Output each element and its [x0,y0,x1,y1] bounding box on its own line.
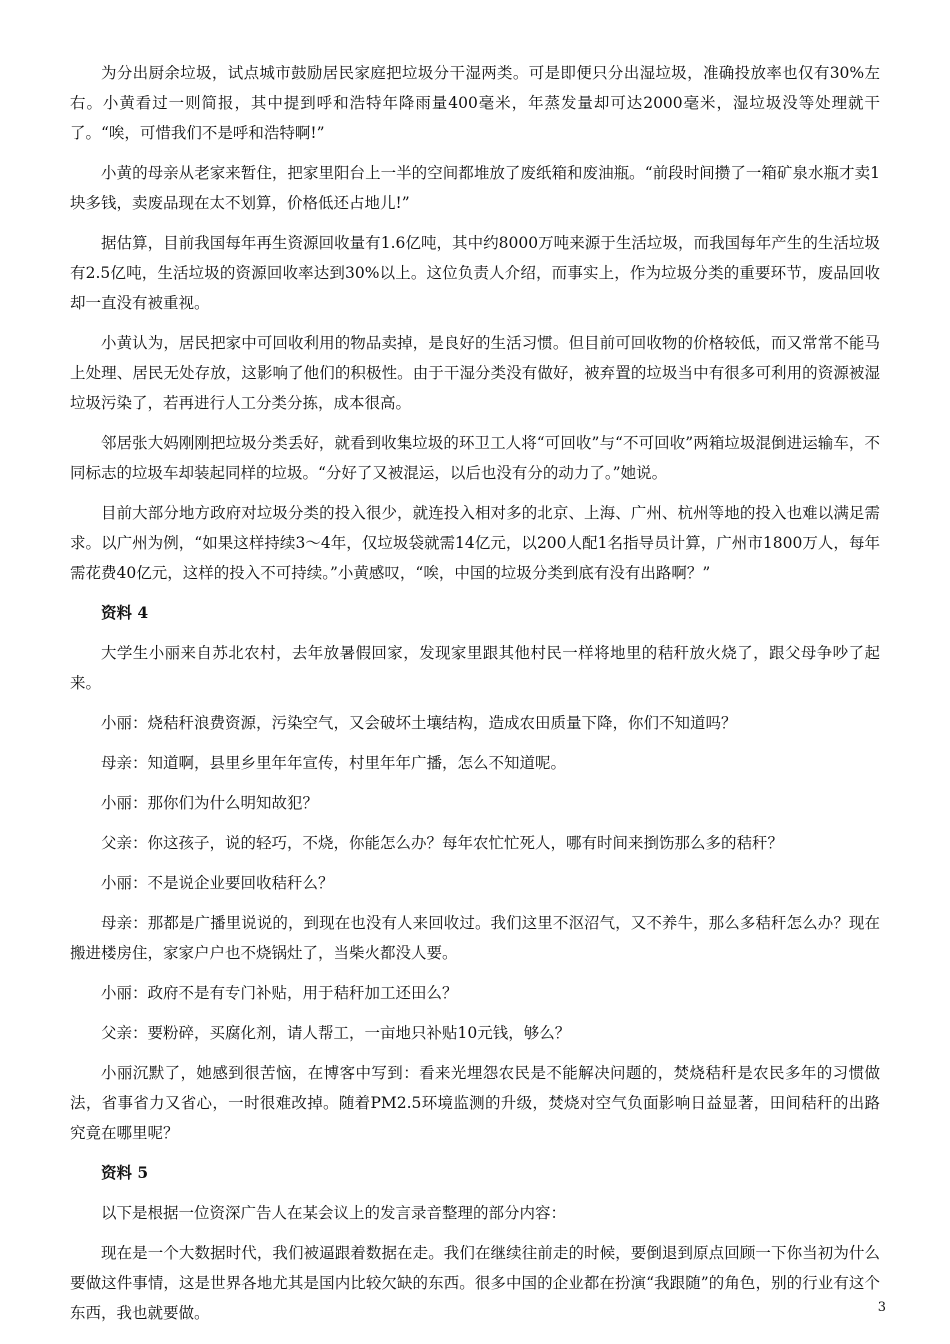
dialogue-line: 小丽：那你们为什么明知故犯？ [101,794,319,812]
dialogue-line: 母亲：那都是广播里说说的，到现在也没有人来回收过。我们这里不沤沼气，又不养牛，那么多秸秆怎么办？现在搬进楼房住，家家户户也不烧锅灶了，当柴火都没人要。 [70,914,880,962]
paragraph: 小黄认为，居民把家中可回收利用的物品卖掉，是良好的生活习惯。但目前可回收物的价格较低，而又常常不能马上处理、居民无处存放，这影响了他们的积极性。由于干湿分类没有做好，被弃置的垃圾当中有很多可利用的资源被湿垃圾污染了，若再进行人工分类分拣，成本很高。 [70,334,880,412]
dialogue-line: 父亲：你这孩子，说的轻巧，不烧，你能怎么办？每年农忙忙死人，哪有时间来捯饬那么多的秸秆？ [101,834,784,852]
dialogue-line: 小丽：不是说企业要回收秸秆么？ [101,874,334,892]
section-heading: 资料 4 [101,603,149,622]
material-3-continued [70,58,880,588]
paragraph: 现在是一个大数据时代，我们被逼跟着数据在走。我们在继续往前走的时候，要倒退到原点回顾一下你当初为什么要做这件事情，这是世界各地尤其是国内比较欠缺的东西。很多中国的企业都在扮演“我跟随”的角色，别的行业有这个东西，我也就要做。 [70,1244,880,1322]
page-number: 3 [877,1300,886,1315]
dialogue-line: 父亲：要粉碎，买腐化剂，请人帮工，一亩地只补贴10元钱，够么？ [101,1024,571,1042]
section-heading: 资料 5 [101,1163,149,1182]
dialogue-line: 母亲：知道啊，县里乡里年年宣传，村里年年广播，怎么不知道呢。 [101,754,567,772]
dialogue-line: 小丽：烧秸秆浪费资源，污染空气，又会破坏土壤结构，造成农田质量下降，你们不知道吗？ [101,714,737,732]
material-4-section [70,598,880,1148]
material-5-section [70,1158,880,1328]
paragraph: 小丽沉默了，她感到很苦恼，在博客中写到：看来光埋怨农民是不能解决问题的，焚烧秸秆是农民多年的习惯做法，省事省力又省心，一时很难改掉。随着PM2.5环境监测的升级，焚烧对空气负面影响日益显著，田间秸秆的出路究竟在哪里呢？ [70,1064,880,1142]
paragraph: 邻居张大妈刚刚把垃圾分类丢好，就看到收集垃圾的环卫工人将“可回收”与“不可回收”两箱垃圾混倒进运输车，不同标志的垃圾车却装起同样的垃圾。“分好了又被混运，以后也没有分的动力了。”她说。 [70,434,880,482]
paragraph: 据估算，目前我国每年再生资源回收量有1.6亿吨，其中约8000万吨来源于生活垃圾，而我国每年产生的生活垃圾有2.5亿吨，生活垃圾的资源回收率达到30%以上。这位负责人介绍，而事实上，作为垃圾分类的重要环节，废品回收却一直没有被重视。 [70,234,880,312]
paragraph: 小黄的母亲从老家来暂住，把家里阳台上一半的空间都堆放了废纸箱和废油瓶。“前段时间攒了一箱矿泉水瓶才卖1块多钱，卖废品现在太不划算，价格低还占地儿!” [70,164,880,212]
paragraph: 大学生小丽来自苏北农村，去年放暑假回家，发现家里跟其他村民一样将地里的秸秆放火烧了，跟父母争吵了起来。 [70,644,880,692]
dialogue-line: 小丽：政府不是有专门补贴，用于秸秆加工还田么？ [101,984,458,1002]
paragraph: 为分出厨余垃圾，试点城市鼓励居民家庭把垃圾分干湿两类。可是即便只分出湿垃圾，准确投放率也仅有30%左右。小黄看过一则简报，其中提到呼和浩特年降雨量400毫米，年蒸发量却可达2000毫米，湿垃圾没等处理就干了。“唉，可惜我们不是呼和浩特啊!” [70,64,880,142]
paragraph: 以下是根据一位资深广告人在某会议上的发言录音整理的部分内容： [101,1204,567,1222]
paragraph: 目前大部分地方政府对垃圾分类的投入很少，就连投入相对多的北京、上海、广州、杭州等地的投入也难以满足需求。以广州为例，“如果这样持续3～4年，仅垃圾袋就需14亿元，以200人配1名指导员计算，广州市1800万人，每年需花费40亿元，这样的投入不可持续。”小黄感叹，“唉，中国的垃圾分类到底有没有出路啊？” [70,504,880,582]
